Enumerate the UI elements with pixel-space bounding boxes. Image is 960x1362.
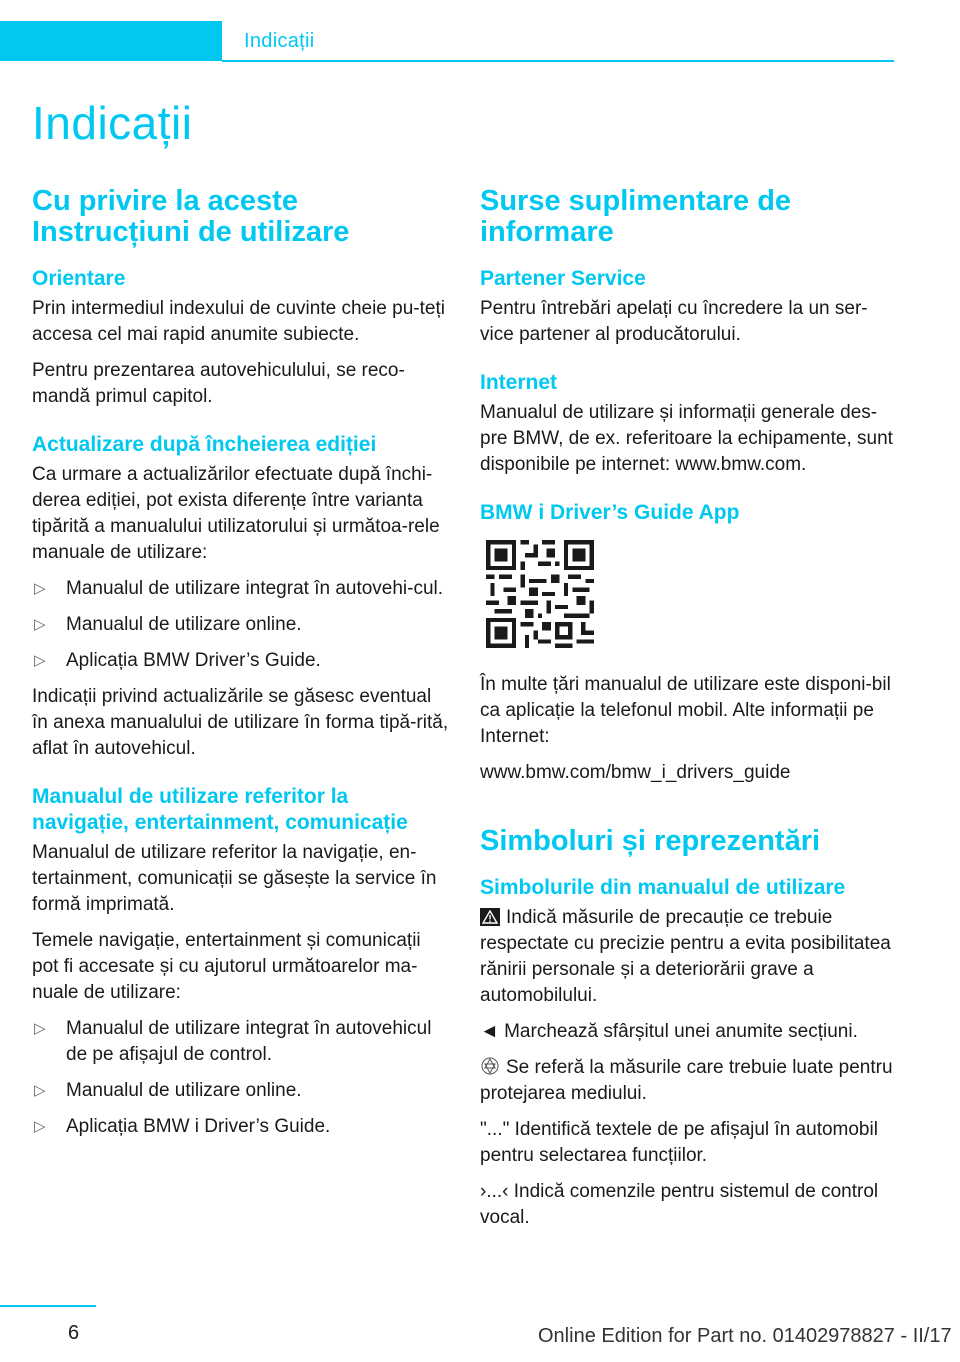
paragraph: Ca urmare a actualizărilor efectuate după închi-derea ediției, pot exista diferențe între varianta tipărită a manualului utilizatorului și următoa-rele manuale de utilizare: xyxy=(32,464,440,563)
list-item: ▷ Manualul de utilizare online. xyxy=(32,1078,450,1104)
running-header-title: Indicații xyxy=(244,30,315,52)
list-item: ▷ Manualul de utilizare integrat în autovehi-cul. xyxy=(32,576,450,602)
heading-app: BMW i Driver’s Guide App xyxy=(480,501,740,524)
symbol-end-text: ◄ Marchează sfârșitul unei anumite secțiuni. xyxy=(480,1021,858,1042)
paragraph: În multe țări manualul de utilizare este disponi-bil ca aplicație la telefonul mobil. Alte informații pe Internet: xyxy=(480,674,891,747)
section-title-simboluri: Simboluri și reprezentări xyxy=(480,825,821,857)
triangle-bullet-icon: ▷ xyxy=(34,580,46,597)
list-item: ▷ Aplicația BMW i Driver’s Guide. xyxy=(32,1114,450,1140)
section-title-surse: Surse suplimentare de informare xyxy=(480,185,792,248)
warning-icon xyxy=(480,908,500,926)
triangle-bullet-icon: ▷ xyxy=(34,1020,46,1037)
left-column xyxy=(32,186,450,1150)
heading-orientare: Orientare xyxy=(32,267,126,290)
paragraph: Manualul de utilizare referitor la navigație, en-tertainment, comunicații se găsește la service în formă imprimată. xyxy=(32,842,437,915)
paragraph: Manualul de utilizare și informații generale des-pre BMW, de ex. referitoare la echipamente, sunt disponibile pe internet: www.bmw.com. xyxy=(480,402,893,475)
triangle-bullet-icon: ▷ xyxy=(34,616,46,633)
environment-icon xyxy=(480,1056,500,1076)
end-marker-icon: ◄ xyxy=(480,1021,499,1042)
footer-rule xyxy=(0,1305,96,1307)
list-item: ▷ Manualul de utilizare integrat în autovehicul de pe afișajul de control. xyxy=(34,1018,432,1065)
app-url: www.bmw.com/bmw_i_drivers_guide xyxy=(480,762,791,783)
header-accent-bar xyxy=(0,21,222,61)
section-title-instructiuni: Cu privire la aceste Instrucțiuni de utilizare xyxy=(32,185,350,248)
triangle-bullet-icon: ▷ xyxy=(34,1082,46,1099)
bullet-list-actualizare xyxy=(32,576,450,674)
list-item: ▷ Manualul de utilizare online. xyxy=(32,612,450,638)
list-item: ▷ Aplicația BMW Driver’s Guide. xyxy=(32,648,450,674)
qr-code-icon xyxy=(486,540,594,648)
right-column xyxy=(480,186,898,1241)
paragraph: Pentru prezentarea autovehiculului, se reco-mandă primul capitol. xyxy=(32,360,405,407)
paragraph: Pentru întrebări apelați cu încredere la un ser-vice partener al producătorului. xyxy=(480,298,868,345)
symbol-environment-text: Se referă la măsurile care trebuie luate pentru protejarea mediului. xyxy=(480,1057,893,1104)
bullet-list-navigatie xyxy=(32,1016,450,1140)
header-rule xyxy=(222,60,894,62)
page-number: 6 xyxy=(68,1322,80,1344)
paragraph: Temele navigație, entertainment și comunicații pot fi accesate și cu ajutorul următoarelor ma-nuale de utilizare: xyxy=(32,930,421,1003)
symbol-voice-text: ›...‹ Indică comenzile pentru sistemul de control vocal. xyxy=(480,1181,879,1228)
triangle-bullet-icon: ▷ xyxy=(34,1118,46,1135)
paragraph: Indicații privind actualizările se găsesc eventual în anexa manualului de utilizare în forma tipă-rită, aflat în autovehicul. xyxy=(32,686,449,759)
heading-partener: Partener Service xyxy=(480,267,646,290)
paragraph: Prin intermediul indexului de cuvinte cheie pu-teți accesa cel mai rapid anumite subiecte. xyxy=(32,298,445,345)
symbol-quotes-text: "..." Identifică textele de pe afișajul în automobil pentru selectarea funcțiilor. xyxy=(480,1119,878,1166)
heading-manual-navigatie: Manualul de utilizare referitor la navigație, entertainment, comunicație xyxy=(32,785,408,834)
symbol-warning-text: Indică măsurile de precauție ce trebuie respectate cu precizie pentru a evita posibilitatea rănirii personale și a deteriorării grave a automobilului. xyxy=(480,907,891,1006)
triangle-bullet-icon: ▷ xyxy=(34,652,46,669)
heading-internet: Internet xyxy=(480,371,558,394)
heading-actualizare: Actualizare după încheierea ediției xyxy=(32,433,377,456)
edition-footer: Online Edition for Part no. 01402978827 - II/17 xyxy=(538,1325,952,1347)
page-title: Indicații xyxy=(32,97,193,149)
heading-simbolurile: Simbolurile din manualul de utilizare xyxy=(480,876,846,899)
